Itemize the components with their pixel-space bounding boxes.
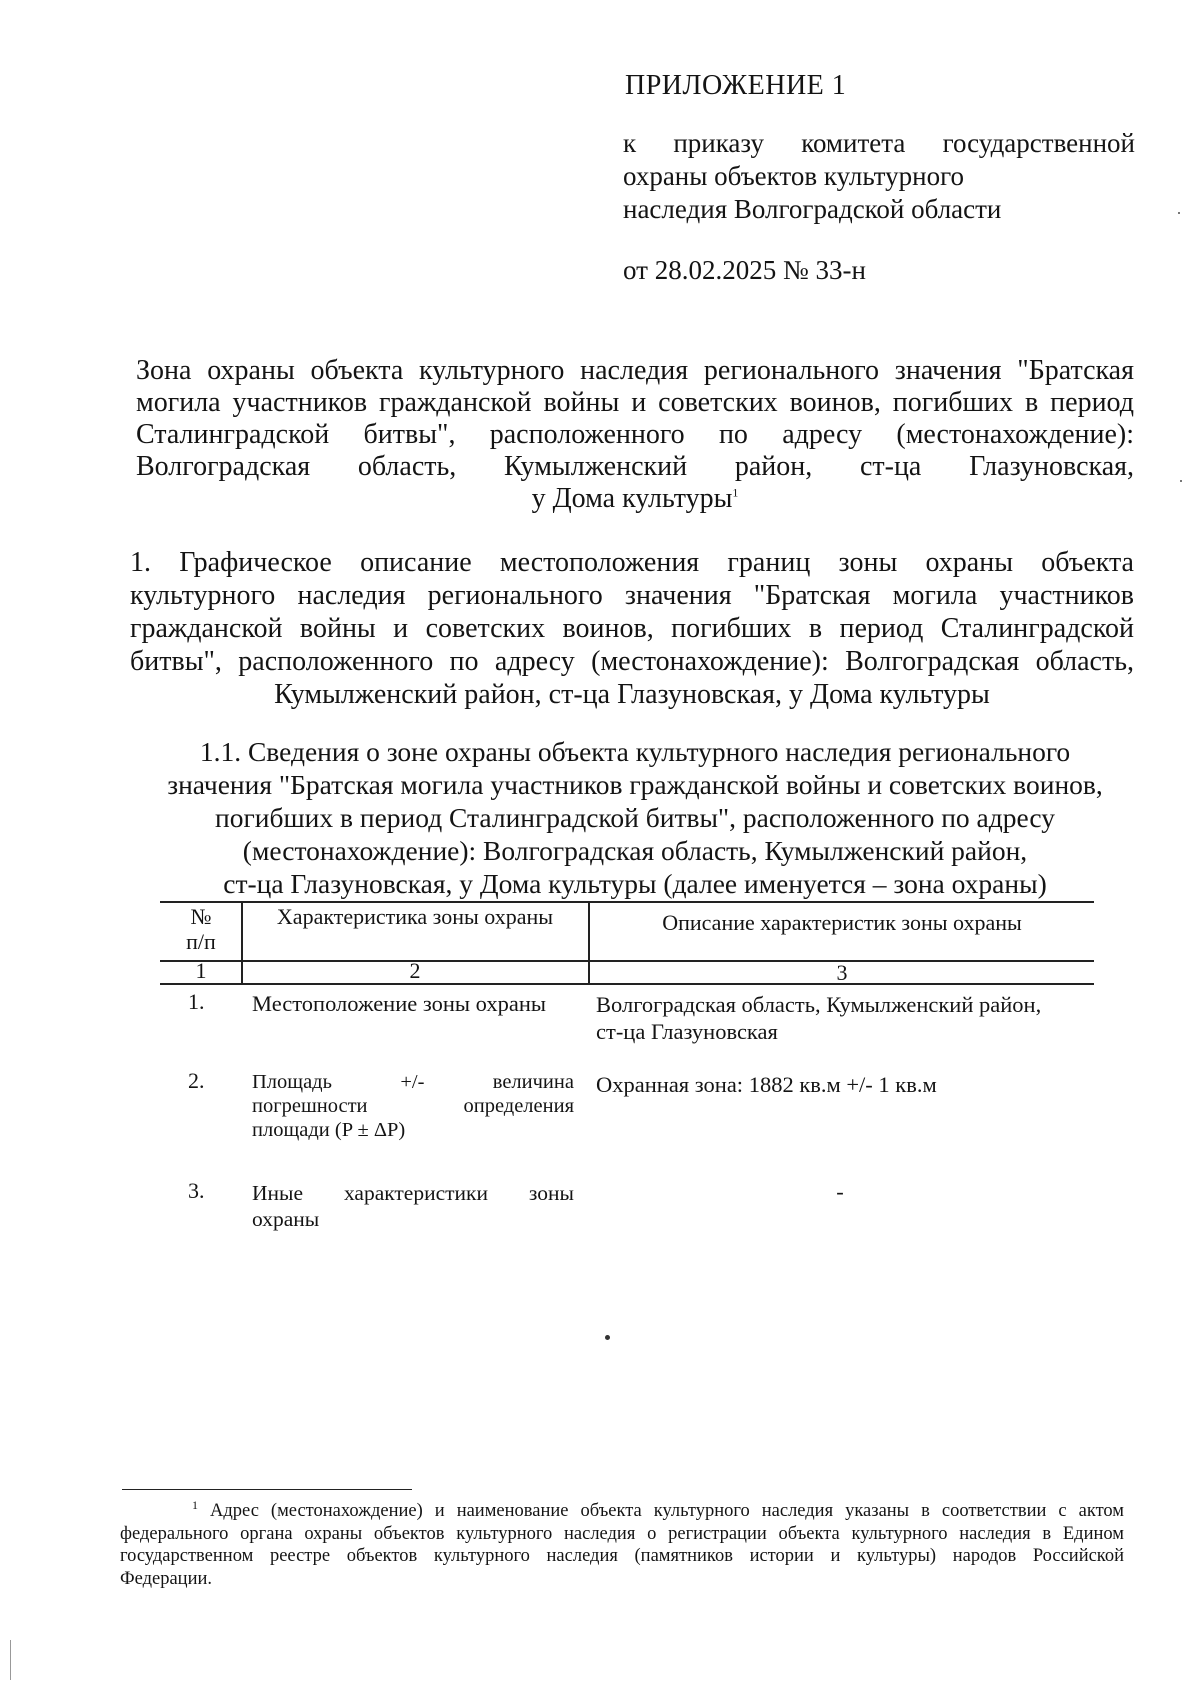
zone-title-line: Зона охраны объекта культурного наследия регионального значения "Братская — [136, 355, 1134, 386]
table-cell-characteristic — [252, 1070, 574, 1142]
section-1-line: 1. Графическое описание местоположения границ зоны охраны объекта — [130, 547, 1134, 578]
table-header-num-line: п/п — [186, 929, 216, 954]
section-1-1-heading — [140, 735, 1130, 900]
appendix-reference-line-3: наследия Волгоградской области — [623, 194, 1002, 224]
table-cell-characteristic: Местоположение зоны охраны — [252, 991, 546, 1016]
footnote-first-line — [120, 1497, 1125, 1523]
table-cell-word: Иные — [252, 1181, 304, 1205]
appendix-reference-line-2: охраны объектов культурного — [623, 161, 964, 191]
table-cell-description — [596, 991, 1096, 1045]
table-cell-word: характеристики — [343, 1181, 488, 1205]
table-cell-word: +/- — [400, 1071, 425, 1093]
column-number: 3 — [836, 960, 848, 985]
appendix-reference-line-1 — [623, 127, 1135, 160]
zone-title-line: могила участников гражданской войны и советских воинов, погибших в период — [136, 387, 1134, 418]
appendix-title: ПРИЛОЖЕНИЕ 1 — [625, 70, 847, 101]
table-header-num-line: № — [190, 904, 212, 929]
column-number: 2 — [409, 958, 421, 983]
section-1 — [130, 546, 1134, 711]
section-1-1-line: погибших в период Сталинградской битвы", расположенного по адресу — [215, 802, 1055, 833]
zone-title-last-line — [136, 483, 1134, 515]
section-1-1-line: ст-ца Глазуновская, у Дома культуры (далее именуется – зона охраны) — [223, 868, 1047, 899]
scan-speck — [1178, 212, 1180, 214]
scan-speck — [10, 1640, 11, 1680]
zone-title-line: Волгоградская область, Кумылженский район, ст-ца Глазуновская, — [136, 451, 1134, 482]
table-header-num — [180, 904, 222, 954]
section-1-line: культурного наследия регионального значения "Братская могила участников — [130, 580, 1134, 611]
table-cell-description-line: ст-ца Глазуновская — [596, 1019, 778, 1044]
table-cell-characteristic — [252, 1180, 574, 1232]
table-column-divider — [241, 901, 243, 983]
ref-word: государственной — [942, 128, 1135, 158]
scan-speck — [1180, 480, 1182, 482]
table-cell-line: охраны — [252, 1207, 320, 1231]
section-1-1-line: 1.1. Сведения о зоне охраны объекта культурного наследия регионального — [199, 736, 1071, 767]
section-1-line: битвы", расположенного по адресу (местонахождение): Волгоградская область, — [130, 646, 1134, 677]
table-header-description: Описание характеристик зоны охраны — [662, 910, 1022, 935]
table-top-border — [160, 901, 1094, 903]
table-cell-line — [252, 1070, 574, 1094]
section-1-1-line: значения "Братская могила участников гражданской войны и советских воинов, — [167, 769, 1103, 800]
footnote-line: государственном реестре объектов культурного наследия (памятников истории и культуры) народов Российской — [120, 1546, 1124, 1566]
ref-word: к — [623, 128, 637, 158]
zone-title — [136, 355, 1134, 515]
section-1-line: Кумылженский район, ст-ца Глазуновская, у Дома культуры — [274, 679, 990, 710]
table-cell-word: определения — [463, 1095, 574, 1117]
footnote-line: Адрес (местонахождение) и наименование объекта культурного наследия указаны в соответствии с актом — [210, 1501, 1125, 1521]
table-cell-word: величина — [492, 1071, 574, 1093]
footnote — [120, 1497, 1125, 1590]
zone-title-line: у Дома культуры — [531, 483, 733, 514]
table-cell-description: Охранная зона: 1882 кв.м +/- 1 кв.м — [596, 1072, 937, 1097]
footnote-line: федерального органа охраны объектов культурного наследия о регистрации объекта культурного наследия в Едином — [120, 1523, 1124, 1544]
footnote-mark: 1 — [192, 1497, 198, 1512]
section-1-line: гражданской войны и советских воинов, погибших в период Сталинградской — [130, 613, 1134, 644]
table-cell-word: зоны — [528, 1181, 574, 1205]
table-header-characteristic: Характеристика зоны охраны — [276, 904, 554, 929]
order-date-number: от 28.02.2025 № 33-н — [623, 255, 866, 285]
footnote-separator — [122, 1489, 412, 1490]
ref-word: комитета — [801, 128, 906, 158]
section-1-1-line: (местонахождение): Волгоградская область, Кумылженский район, — [242, 835, 1028, 866]
column-number: 1 — [195, 958, 207, 983]
table-cell-word: Площадь — [252, 1071, 332, 1093]
table-cell-line: площади (P ± ΔP) — [252, 1119, 406, 1141]
table-cell-description-line: Волгоградская область, Кумылженский район, — [596, 992, 1042, 1017]
footnote-reference: 1 — [732, 485, 739, 500]
table-row-number: 1. — [188, 989, 205, 1014]
table-row-number: 3. — [188, 1178, 205, 1203]
table-cell-description-empty: - — [836, 1179, 844, 1204]
zone-title-line: Сталинградской битвы", расположенного по адресу (местонахождение): — [136, 419, 1134, 450]
ref-word: приказу — [673, 128, 765, 158]
table-cell-line — [252, 1180, 574, 1206]
table-column-divider — [588, 901, 590, 983]
footnote-line: Федерации. — [120, 1568, 212, 1589]
table-row-number: 2. — [188, 1068, 205, 1093]
appendix-reference — [623, 127, 1135, 226]
table-cell-line — [252, 1094, 574, 1118]
table-cell-word: погрешности — [252, 1095, 368, 1117]
scan-dot — [605, 1335, 610, 1340]
